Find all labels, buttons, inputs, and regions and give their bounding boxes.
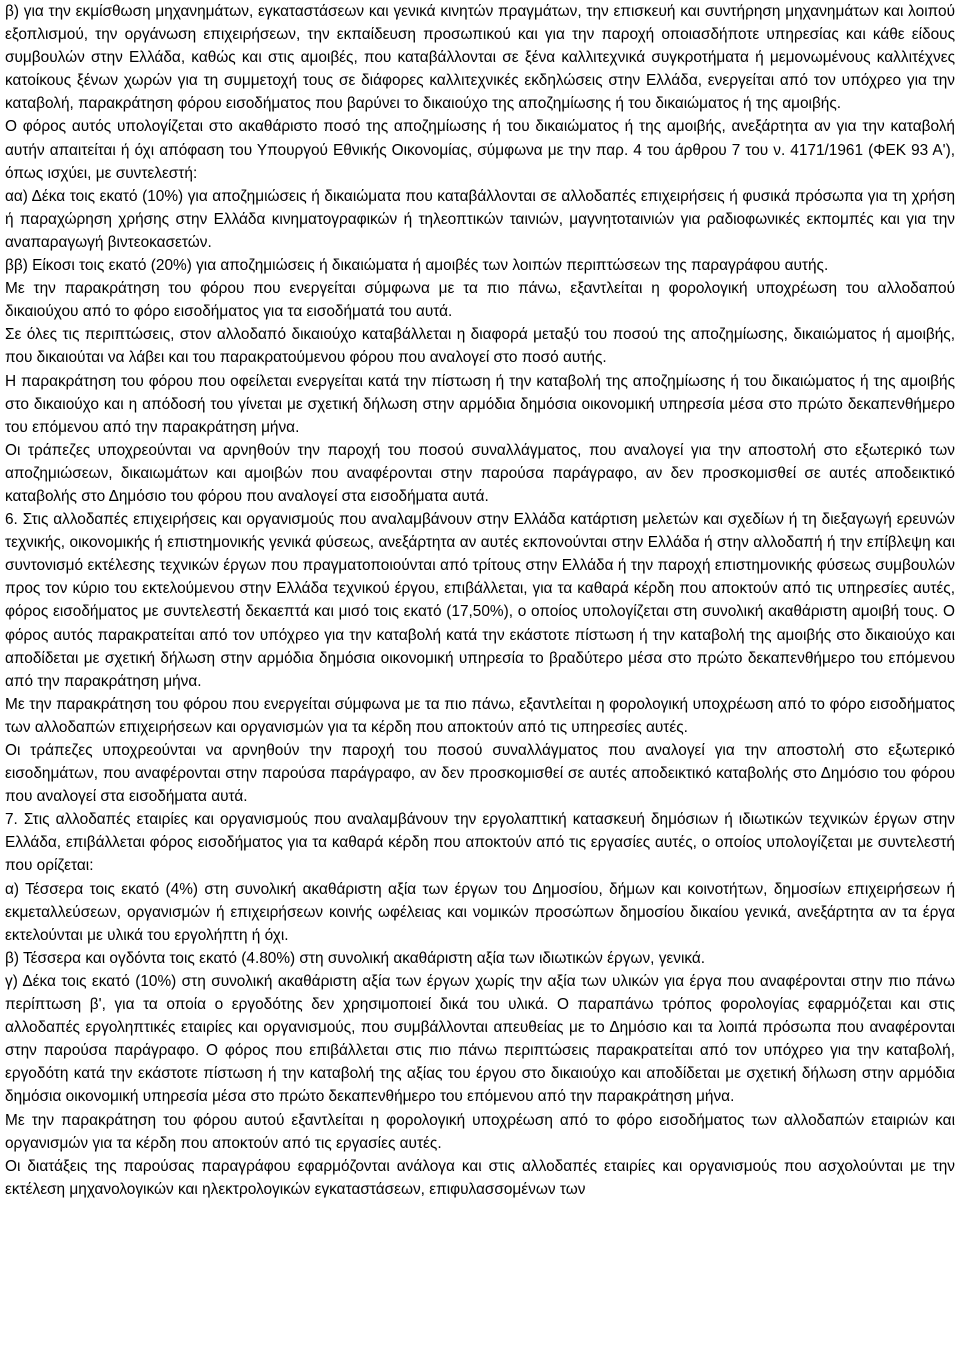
paragraph-7a-four-percent: α) Τέσσερα τοις εκατό (4%) στη συνολική ακαθάριστη αξία των έργων του Δημοσίου, δήμων και κοινοτήτων, δημοσίων επιχειρήσεων ή εκμεταλλεύσεων, οργανισμών ή επιχειρήσεων κοινής ωφέλειας και νομικών προσώπων δημοσίου δικαίου γενικά, ανεξάρτητα αν τα έργα εκτελούνται με υλικά του εργολήπτη ή όχι.	[5, 880, 955, 944]
paragraph-withholding-timing: Η παρακράτηση του φόρου που οφείλεται ενεργείται κατά την πίστωση ή την καταβολή της αποζημίωσης ή του δικαιώματος ή της αμοιβής στο δικαιούχο και η απόδοσή του γίνεται με σχετική δήλωση στην αρμόδια δημόσια οικονομική υπηρεσία μέσα στο πρώτο δεκαπενθήμερο του επόμενου από την παρακράτηση μήνα.	[5, 372, 955, 436]
paragraph-banks-refuse: Οι τράπεζες υποχρεούνται να αρνηθούν την παροχή του ποσού συναλλάγματος, που αναλογεί για την αποστολή στο εξωτερικό των αποζημιώσεων, δικαιωμάτων και αμοιβών που αναφέρονται στην παρούσα παράγραφο, αν δεν προσκομισθεί σε αυτές αποδεικτικό καταβολής στο Δημόσιο του φόρου που αναλογεί στα εισοδήματα αυτά.	[5, 441, 955, 505]
paragraph-7-applies-analogously: Οι διατάξεις της παρούσας παραγράφου εφαρμόζονται ανάλογα και στις αλλοδαπές εταιρίες και οργανισμούς που ασχολούνται με την εκτέλεση μηχανολογικών και ηλεκτρολογικών εγκαταστάσεων, επιφυλασσομένων των	[5, 1157, 955, 1198]
paragraph-bb-twenty-percent: ββ) Είκοσι τοις εκατό (20%) για αποζημιώσεις ή δικαιώματα ή αμοιβές των λοιπών περιπτώσεων της παραγράφου αυτής.	[5, 257, 829, 275]
paragraph-aa-ten-percent: αα) Δέκα τοις εκατό (10%) για αποζημιώσεις ή δικαιώματα που καταβάλλονται σε αλλοδαπές επιχειρήσεις ή φυσικά πρόσωπα για τη χρήση ή παραχώρηση χρήσης στην Ελλάδα κινηματογραφικών ή τηλεοπτικών ταινιών, μαγνητοταινιών για ραδιοφωνικές εκπομπές και για την αναπαραγωγή βιντεοκασετών.	[5, 187, 955, 251]
paragraph-6-withholding-exhausts: Με την παρακράτηση του φόρου που ενεργείται σύμφωνα με τα πιο πάνω, εξαντλείται η φορολογική υποχρέωση από το φόρο εισοδήματος των αλλοδαπών επιχειρήσεων και οργανισμών για τα κέρδη που αποκτούν από τις υπηρεσίες αυτές.	[5, 695, 955, 736]
paragraph-6-foreign-enterprises: 6. Στις αλλοδαπές επιχειρήσεις και οργανισμούς που αναλαμβάνουν στην Ελλάδα κατάρτιση μελετών και σχεδίων ή τη διεξαγωγή ερευνών τεχνικής, οικονομικής ή επιστημονικής γενικά φύσεως, ανεξάρτητα αν αυτές εκπονούνται στην Ελλάδα ή στην αλλοδαπή ή την επίβλεψη και συντονισμό εκτέλεσης τεχνικών έργων που πραγματοποιούνται από τρίτους στην Ελλάδα ή την παροχή επιστημονικής φύσεως συμβουλών προς τον κύριο του εκτελούμενου στην Ελλάδα τεχνικού έργου, επιβάλλεται, για τα καθαρά κέρδη που αποκτούν από τις υπηρεσίες αυτές, φόρος εισοδήματος με συντελεστή δεκαεπτά και μισό τοις εκατό (17,50%), ο οποίος υπολογίζεται στη συνολική ακαθάριστη αμοιβή τους. Ο φόρος αυτός παρακρατείται από τον υπόχρεο για την καταβολή κατά την εκάστοτε πίστωση ή την καταβολή της αμοιβής στο δικαιούχο και αποδίδεται με σχετική δήλωση στην αρμόδια δημόσια οικονομική υπηρεσία το βραδύτερο μέσα στο πρώτο δεκαπενθήμερο του επόμενου από την παρακράτηση μήνα.	[5, 511, 955, 690]
paragraph-7-foreign-companies: 7. Στις αλλοδαπές εταιρίες και οργανισμούς που αναλαμβάνουν την εργολαπτική κατασκευή δημόσιων ή ιδιωτικών τεχνικών έργων στην Ελλάδα, επιβάλλεται φόρος εισοδήματος για τα καθαρά κέρδη που αποκτούν από τις εργασίες αυτές, ο οποίος υπολογίζεται με συντελεστή που ορίζεται:	[5, 811, 955, 875]
paragraph-7b-four-eighty-percent: β) Τέσσερα και ογδόντα τοις εκατό (4.80%) στη συνολική ακαθάριστη αξία των ιδιωτικών έργων, γενικά.	[5, 949, 706, 967]
paragraph-7-withholding-exhausts: Με την παρακράτηση του φόρου αυτού εξαντλείται η φορολογική υποχρέωση από το φόρο εισοδήματος των αλλοδαπών εταιριών και οργανισμών για τα κέρδη που αποκτούν από τις εργασίες αυτές.	[5, 1111, 955, 1152]
paragraph-6-banks-refuse: Οι τράπεζες υποχρεούνται να αρνηθούν την παροχή του ποσού συναλλάγματος που αναλογεί για την αποστολή στο εξωτερικό εισοδημάτων, που αναφέρονται στην παρούσα παράγραφο, αν δεν προσκομισθεί σε αυτές αποδεικτικό καταβολής στο Δημόσιο του φόρου που αναλογεί στα εισοδήματα αυτά.	[5, 742, 955, 806]
paragraph-beta-remuneration: β) για την εκμίσθωση μηχανημάτων, εγκαταστάσεων και γενικά κινητών πραγμάτων, την επισκευή και συντήρηση μηχανημάτων και λοιπού εξοπλισμού, την οργάνωση επιχειρήσεων, την εκπαίδευση προσωπικού και για την παροχή οποιασδήποτε υπηρεσίας και κάθε είδους συμβουλών στην Ελλάδα, καθώς και στις αμοιβές, που καταβάλλονται σε ξένα καλλιτεχνικά συγκροτήματα ή μεμονωμένους καλλιτέχνες κατοίκους ξένων χωρών για τη συμμετοχή τους σε διάφορες καλλιτεχνικές εκδηλώσεις στην Ελλάδα, ενεργείται από τον υπόχρεο για την καταβολή, παρακράτηση φόρου εισοδήματος που βαρύνει το δικαιούχο της αποζημίωσης ή του δικαιώματος ή της αμοιβής.	[5, 3, 955, 113]
paragraph-withholding-exhausts: Με την παρακράτηση του φόρου που ενεργείται σύμφωνα με τα πιο πάνω, εξαντλείται η φορολογική υποχρέωση του αλλοδαπού δικαιούχου από το φόρο εισοδήματος για τα εισοδήματά του αυτά.	[5, 280, 955, 321]
paragraph-7c-ten-percent: γ) Δέκα τοις εκατό (10%) στη συνολική ακαθάριστη αξία των έργων χωρίς την αξία των υλικών για έργα που αναφέρονται στην πιο πάνω περίπτωση β', για τα οποία ο εργοδότης δεν χρησιμοποιεί δικά του υλικά. Ο παραπάνω τρόπος φορολογίας εφαρμόζεται και στις αλλοδαπές εργοληπτικές εταιρίες και οργανισμούς, που συμβάλλονται απευθείας με το Δημόσιο και τα λοιπά πρόσωπα που αναφέρονται στην παρούσα παράγραφο. Ο φόρος που επιβάλλεται στις πιο πάνω περιπτώσεις παρακρατείται από τον υπόχρεο για την καταβολή, εργοδότη κατά την εκάστοτε πίστωση ή την καταβολή της αξίας του έργου στο δικαιούχο και αποδίδεται με σχετική δήλωση στην αρμόδια δημόσια οικονομική υπηρεσία μέσα στο πρώτο δεκαπενθήμερο του επόμενου από την παρακράτηση μήνα.	[5, 972, 955, 1106]
paragraph-difference-paid: Σε όλες τις περιπτώσεις, στον αλλοδαπό δικαιούχο καταβάλλεται η διαφορά μεταξύ του ποσού της αποζημίωσης, δικαιώματος ή αμοιβής, που δικαιούται να λάβει και του παρακρατούμενου φόρου που αναλογεί στο ποσό αυτής.	[5, 326, 955, 367]
paragraph-tax-calculation: Ο φόρος αυτός υπολογίζεται στο ακαθάριστο ποσό της αποζημίωσης ή του δικαιώματος ή της αμοιβής, ανεξάρτητα αν για την καταβολή αυτήν απαιτείται ή όχι απόφαση του Υπουργού Εθνικής Οικονομίας, σύμφωνα με την παρ. 4 του άρθρου 7 του ν. 4171/1961 (ΦΕΚ 93 Α'), όπως ισχύει, με συντελεστή:	[5, 118, 955, 182]
